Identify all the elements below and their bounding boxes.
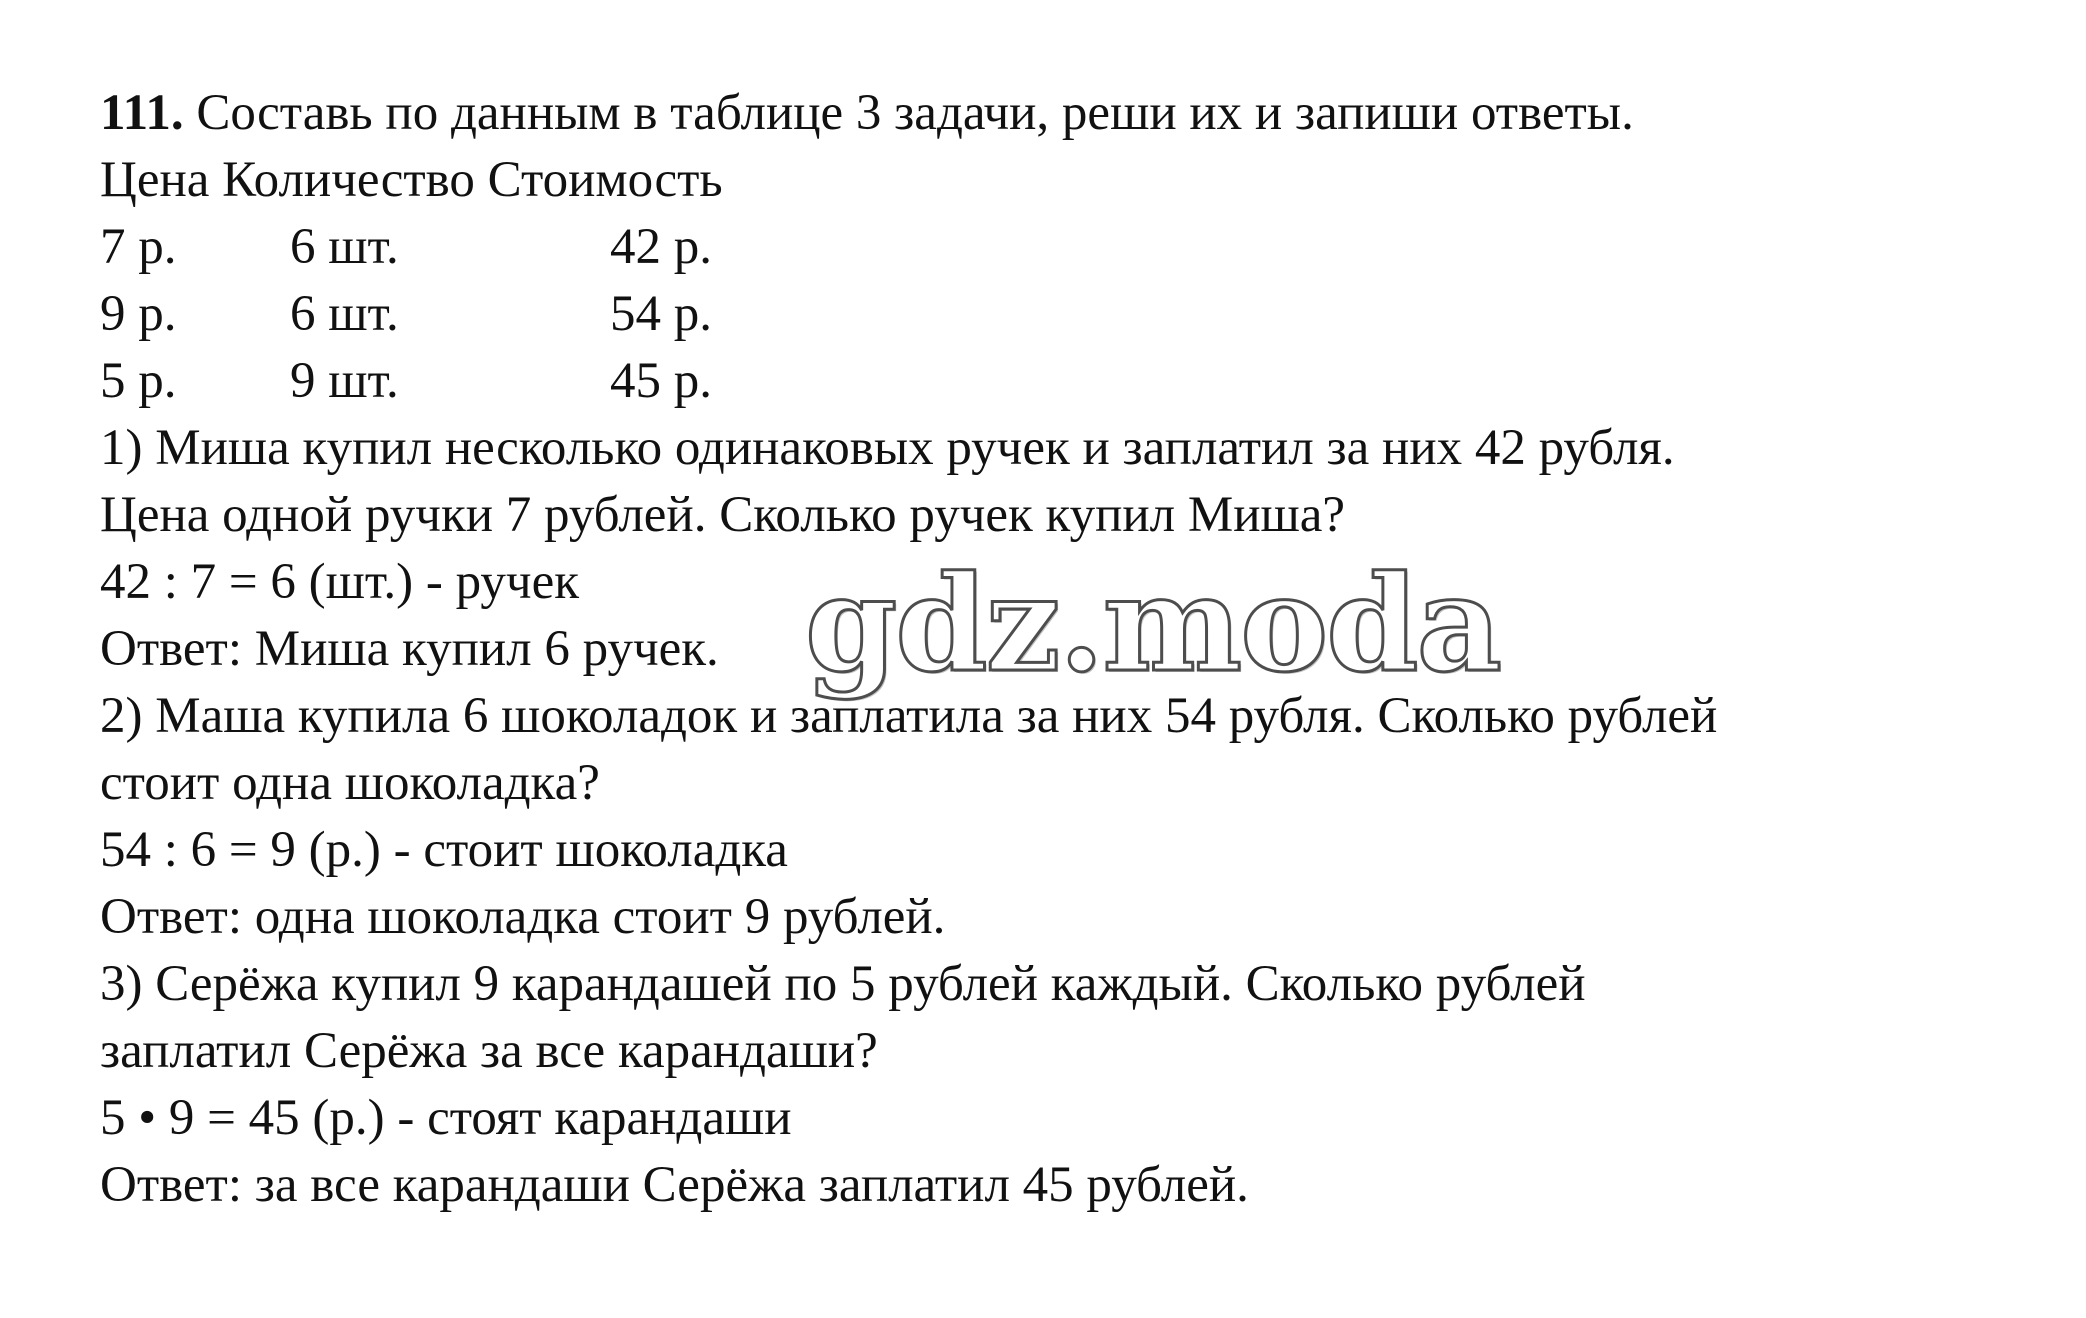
table-cell-cost: 54 р. (610, 286, 712, 342)
problem-2-text-line: 2) Маша купила 6 шоколадок и заплатила за них 54 рубля. Сколько рублей (100, 688, 1718, 744)
problem-2-answer: Ответ: одна шоколадка стоит 9 рублей. (100, 889, 946, 945)
table-cell-price: 9 р. (100, 286, 177, 342)
problem-1-text-line: 1) Миша купил несколько одинаковых ручек и заплатил за них 42 рубля. (100, 420, 1675, 476)
table-header: Цена Количество Стоимость (100, 152, 723, 208)
task-statement: Составь по данным в таблице 3 задачи, реши их и запиши ответы. (183, 85, 1634, 141)
task-number: 111. (100, 85, 184, 141)
problem-1-text-line: Цена одной ручки 7 рублей. Сколько ручек купил Миша? (100, 487, 1346, 543)
table-row (100, 281, 2050, 348)
problem-3-text-line: 3) Серёжа купил 9 карандашей по 5 рублей каждый. Сколько рублей (100, 956, 1586, 1012)
task-heading (100, 80, 2050, 147)
table-cell-quantity: 6 шт. (290, 286, 399, 342)
problem-2-solution: 54 : 6 = 9 (р.) - стоит шоколадка (100, 822, 788, 878)
problem-3-solution: 5 • 9 = 45 (р.) - стоят карандаши (100, 1090, 792, 1146)
problem-1-answer: Ответ: Миша купил 6 ручек. (100, 621, 719, 677)
problem-1-solution: 42 : 7 = 6 (шт.) - ручек (100, 554, 579, 610)
table-cell-quantity: 6 шт. (290, 219, 399, 275)
problem-3-text-line: заплатил Серёжа за все карандаши? (100, 1023, 878, 1079)
table-row (100, 214, 2050, 281)
table-cell-price: 7 р. (100, 219, 177, 275)
table-row (100, 348, 2050, 415)
problem-2-text-line: стоит одна шоколадка? (100, 755, 600, 811)
table-cell-price: 5 р. (100, 353, 177, 409)
watermark-logo: gdz.moda (805, 547, 1501, 702)
table-cell-cost: 45 р. (610, 353, 712, 409)
table-cell-cost: 42 р. (610, 219, 712, 275)
table-cell-quantity: 9 шт. (290, 353, 399, 409)
problem-3-answer: Ответ: за все карандаши Серёжа заплатил 45 рублей. (100, 1157, 1249, 1213)
